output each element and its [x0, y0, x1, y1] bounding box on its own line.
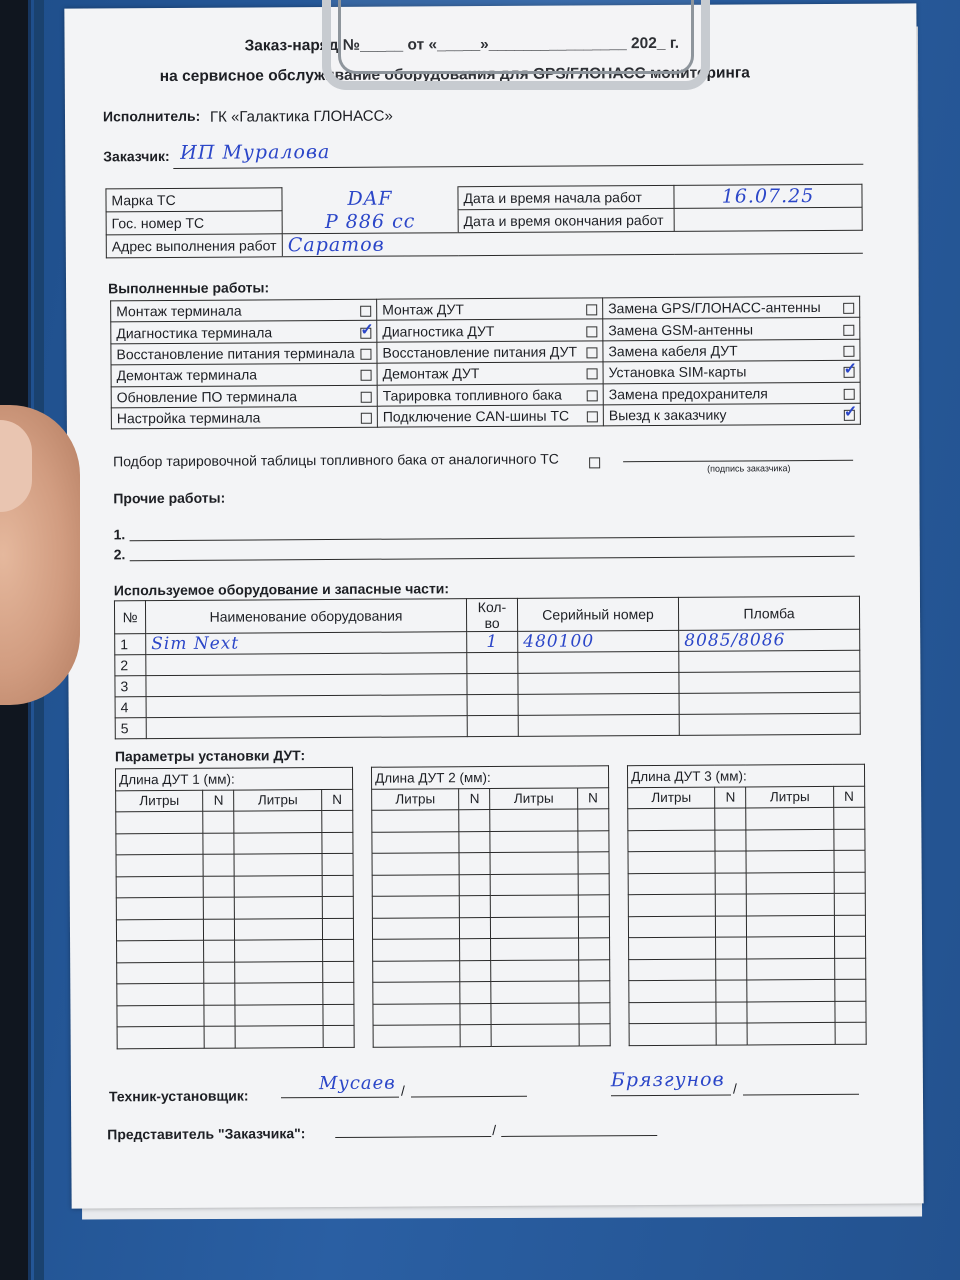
dut-cell[interactable] — [203, 811, 234, 833]
end-label: Дата и время окончания работ — [458, 208, 674, 232]
customer-rep-label: Представитель "Заказчика": — [107, 1125, 306, 1143]
equipment-header: № — [114, 601, 145, 634]
work-label: Демонтаж ДУТ — [382, 365, 480, 383]
dut-cell[interactable] — [747, 979, 834, 1001]
dut-row — [629, 979, 866, 1002]
tariff-checkbox[interactable] — [589, 458, 600, 469]
dut-cell[interactable] — [490, 809, 577, 831]
dut-cell[interactable] — [834, 893, 865, 915]
work-label: Замена GPS/ГЛОНАСС-антенны — [608, 299, 821, 317]
dut-table-3 — [627, 764, 867, 1046]
work-label: Диагностика ДУТ — [382, 322, 495, 340]
dut-cell[interactable] — [460, 939, 491, 961]
dut-cell[interactable] — [459, 853, 490, 875]
dut-cell[interactable] — [491, 895, 578, 917]
equipment-header: Кол-во — [466, 598, 517, 631]
dut-cell[interactable] — [204, 1005, 235, 1027]
dut-cell[interactable] — [747, 936, 834, 958]
work-checkbox[interactable] — [586, 305, 597, 316]
dut-header: N — [203, 790, 234, 812]
dut-cell[interactable] — [235, 940, 322, 962]
equipment-row — [115, 713, 860, 739]
dut-cell[interactable] — [628, 873, 715, 895]
dut-cell[interactable] — [578, 873, 609, 895]
work-checkbox[interactable] — [360, 306, 371, 317]
dut-cell[interactable] — [117, 940, 204, 962]
work-checkbox[interactable] — [587, 412, 598, 423]
tariff-label: Подбор тарировочной таблицы топливного бака от аналогичного ТС — [113, 450, 559, 470]
dut-row — [628, 872, 865, 895]
dut-cell[interactable] — [236, 1026, 323, 1048]
dut-row — [117, 939, 354, 962]
dut-cell[interactable] — [747, 915, 834, 937]
dut-cell[interactable] — [746, 850, 833, 872]
dut-cell[interactable] — [323, 982, 354, 1004]
dut-cell[interactable] — [323, 1004, 354, 1026]
dut-cell[interactable] — [204, 962, 235, 984]
dut-cell[interactable] — [373, 982, 460, 1004]
dut-header: Литры — [746, 786, 833, 808]
work-label: Тарировка топливного бака — [382, 386, 562, 404]
work-checkbox[interactable] — [361, 370, 372, 381]
dut-cell[interactable] — [629, 980, 716, 1002]
dut-row — [117, 1025, 354, 1048]
start-value: 16.07.25 — [721, 185, 815, 208]
dut-header: Литры — [628, 787, 715, 809]
dut-header: N — [715, 786, 746, 808]
dut-cell[interactable] — [834, 936, 865, 958]
vehicle-table — [105, 184, 862, 258]
work-label: Замена кабеля ДУТ — [608, 342, 738, 360]
dut-cell[interactable] — [322, 961, 353, 983]
dut-row — [628, 893, 865, 916]
dut-cell[interactable] — [204, 897, 235, 919]
dut-cell[interactable] — [235, 897, 322, 919]
dut-cell[interactable] — [747, 872, 834, 894]
dut-cell[interactable] — [460, 917, 491, 939]
dut-cell[interactable] — [460, 1003, 491, 1025]
dut-cell[interactable] — [834, 829, 865, 851]
dut-cell[interactable] — [372, 831, 459, 853]
work-label: Установка SIM-карты — [608, 363, 747, 381]
dut-row — [629, 936, 866, 959]
dut-cell[interactable] — [116, 811, 203, 833]
dut-cell[interactable] — [492, 1024, 579, 1046]
work-checkbox[interactable] — [586, 347, 597, 358]
dut-title: Параметры установки ДУТ: — [114, 747, 306, 765]
equipment-cell: 8085/8086 — [684, 630, 786, 651]
dut-cell[interactable] — [628, 830, 715, 852]
equipment-cell: 480100 — [523, 631, 595, 652]
other-item-2: 2. — [113, 546, 126, 563]
equipment-title: Используемое оборудование и запасные части: — [113, 580, 450, 599]
dut-row — [372, 830, 609, 853]
equipment-header: Серийный номер — [517, 597, 678, 631]
work-label: Выезд к заказчику — [608, 406, 727, 424]
dut-cell[interactable] — [203, 876, 234, 898]
dut-cell[interactable] — [834, 958, 865, 980]
dut-cell[interactable] — [629, 1002, 716, 1024]
dut-cell[interactable] — [372, 917, 459, 939]
dut-cell[interactable] — [203, 854, 234, 876]
dut-cell[interactable] — [491, 873, 578, 895]
dut-cell[interactable] — [373, 1025, 460, 1047]
dut-row — [373, 1024, 610, 1047]
dut-row — [373, 1002, 610, 1025]
dut-table-2 — [371, 765, 611, 1047]
title-line-2: на сервисное обслуживание оборудования для GPS/ГЛОНАСС мониторинга — [159, 64, 750, 86]
dut-cell[interactable] — [579, 981, 610, 1003]
work-checkbox[interactable] — [844, 367, 855, 378]
dut-cell[interactable] — [834, 915, 865, 937]
dut-table-1 — [115, 767, 355, 1049]
dut-cell[interactable] — [577, 809, 608, 831]
dut-cell[interactable] — [373, 939, 460, 961]
dut-cell[interactable] — [204, 940, 235, 962]
dut-cell[interactable] — [578, 959, 609, 981]
dut-row — [117, 1004, 354, 1027]
plate-label: Гос. номер ТС — [106, 211, 282, 235]
dut-cell[interactable] — [715, 829, 746, 851]
dut-row — [117, 982, 354, 1005]
work-label: Восстановление питания терминала — [116, 344, 355, 363]
dut-cell[interactable] — [835, 1022, 866, 1044]
dut-row — [117, 961, 354, 984]
work-label: Диагностика терминала — [116, 323, 273, 341]
dut-row — [628, 829, 865, 852]
equipment-header: Пломба — [678, 596, 859, 630]
work-label: Настройка терминала — [116, 409, 261, 427]
work-checkbox[interactable] — [587, 390, 598, 401]
start-label: Дата и время начала работ — [458, 185, 674, 209]
other-line-1 — [130, 536, 855, 541]
dut-header: Литры — [490, 787, 577, 809]
dut-row — [372, 809, 609, 832]
dut-cell[interactable] — [322, 832, 353, 854]
other-item-1: 1. — [113, 526, 126, 543]
dut-row — [629, 958, 866, 981]
dut-cell[interactable] — [578, 916, 609, 938]
dut-cell[interactable] — [459, 874, 490, 896]
dut-cell[interactable] — [321, 810, 352, 832]
dut-cell[interactable] — [460, 982, 491, 1004]
dut-cell[interactable] — [234, 832, 321, 854]
other-title: Прочие работы: — [113, 489, 226, 507]
dut-cell[interactable] — [578, 938, 609, 960]
dut-header: N — [459, 788, 490, 810]
technician-label: Техник-установщик: — [108, 1087, 249, 1105]
title-line-1: Заказ-наряд №_____ от «_____»________________ 202_ г. — [244, 34, 680, 55]
work-checkbox[interactable] — [843, 324, 854, 335]
dut-row — [372, 916, 609, 939]
dut-cell[interactable] — [322, 875, 353, 897]
dut-row — [116, 875, 353, 898]
clipboard-clip-inner — [338, 0, 694, 74]
dut-cell[interactable] — [204, 983, 235, 1005]
work-checkbox[interactable] — [361, 413, 372, 424]
dut-cell[interactable] — [629, 1023, 716, 1045]
dut-cell[interactable] — [235, 961, 322, 983]
equipment-index: 2 — [115, 655, 146, 676]
dut-cell[interactable] — [234, 854, 321, 876]
dut-row — [372, 852, 609, 875]
dut-cell[interactable] — [235, 983, 322, 1005]
dut-cell[interactable] — [715, 808, 746, 830]
dut-cell[interactable] — [716, 894, 747, 916]
equipment-index: 5 — [115, 718, 146, 739]
dut-row — [373, 981, 610, 1004]
dut-cell[interactable] — [579, 1002, 610, 1024]
dut-cell[interactable] — [578, 830, 609, 852]
work-label: Восстановление питания ДУТ — [382, 343, 578, 361]
equipment-index: 1 — [115, 634, 146, 655]
dut-cell[interactable] — [578, 852, 609, 874]
dut-cell[interactable] — [235, 918, 322, 940]
dut-cell[interactable] — [834, 850, 865, 872]
equipment-cell: Sim Next — [151, 633, 240, 655]
work-label: Монтаж терминала — [116, 302, 242, 320]
dut-cell[interactable] — [116, 854, 203, 876]
dut-cell[interactable] — [716, 915, 747, 937]
brand-label: Марка ТС — [106, 188, 282, 212]
customer-label: Заказчик: — [103, 147, 170, 165]
dut-row — [628, 850, 865, 873]
works-row — [111, 403, 860, 429]
work-checkbox[interactable] — [360, 327, 371, 338]
dut-cell[interactable] — [372, 874, 459, 896]
dut-cell[interactable] — [628, 916, 715, 938]
work-checkbox[interactable] — [843, 303, 854, 314]
work-label: Подключение CAN-шины ТС — [382, 407, 570, 425]
customer-value: ИП Муралова — [180, 140, 331, 164]
plate-value: Р 886 сс — [324, 209, 416, 233]
dut-cell[interactable] — [491, 916, 578, 938]
dut-cell[interactable] — [716, 937, 747, 959]
dut-cell[interactable] — [372, 810, 459, 832]
dut-cell[interactable] — [716, 958, 747, 980]
dut-cell[interactable] — [491, 938, 578, 960]
dut-cell[interactable] — [459, 831, 490, 853]
work-label: Обновление ПО терминала — [116, 387, 298, 406]
dut-cell[interactable] — [234, 811, 321, 833]
dut-cell[interactable] — [117, 1026, 204, 1048]
dut-row — [116, 896, 353, 919]
work-checkbox[interactable] — [844, 410, 855, 421]
dut-cell[interactable] — [459, 810, 490, 832]
work-label: Замена GSM-антенны — [608, 320, 754, 338]
technician-signature-1: Мусаев — [318, 1072, 396, 1095]
work-checkbox[interactable] — [586, 326, 597, 337]
dut-header: N — [321, 789, 352, 811]
dut-cell[interactable] — [204, 1026, 235, 1048]
dut-cell[interactable] — [716, 980, 747, 1002]
dut-cell[interactable] — [490, 852, 577, 874]
dut-cell[interactable] — [116, 919, 203, 941]
dut-cell[interactable] — [833, 807, 864, 829]
dut-row — [372, 895, 609, 918]
dut-cell[interactable] — [628, 808, 715, 830]
dut-cell[interactable] — [235, 875, 322, 897]
dut-cell[interactable] — [460, 1025, 491, 1047]
dut-cell[interactable] — [746, 829, 833, 851]
dut-cell[interactable] — [373, 1003, 460, 1025]
dut-cell[interactable] — [746, 807, 833, 829]
dut-cell[interactable] — [834, 872, 865, 894]
dut-cell[interactable] — [491, 1002, 578, 1024]
dut-cell[interactable] — [747, 1001, 834, 1023]
dut-cell[interactable] — [716, 1001, 747, 1023]
work-checkbox[interactable] — [587, 369, 598, 380]
dut-cell[interactable] — [491, 981, 578, 1003]
dut-caption: Длина ДУТ 2 (мм): — [371, 766, 608, 789]
dut-cell[interactable] — [117, 1005, 204, 1027]
dut-cell[interactable] — [490, 830, 577, 852]
dut-header: Литры — [372, 788, 459, 810]
dut-row — [116, 853, 353, 876]
address-label: Адрес выполнения работ — [106, 233, 282, 257]
executor-label: Исполнитель: — [102, 107, 201, 125]
dut-cell[interactable] — [204, 919, 235, 941]
dut-caption: Длина ДУТ 1 (мм): — [115, 767, 352, 790]
dut-header: Литры — [234, 789, 321, 811]
dut-cell[interactable] — [747, 893, 834, 915]
equipment-cell: 1 — [486, 631, 499, 653]
executor-value: ГК «Галактика ГЛОНАСС» — [209, 107, 393, 126]
dut-cell[interactable] — [322, 939, 353, 961]
works-table — [110, 296, 861, 430]
dut-cell[interactable] — [117, 983, 204, 1005]
dut-cell[interactable] — [322, 918, 353, 940]
work-checkbox[interactable] — [844, 389, 855, 400]
dut-cell[interactable] — [235, 1004, 322, 1026]
brand-value: DAF — [347, 187, 393, 210]
dut-cell[interactable] — [716, 1023, 747, 1045]
dut-cell[interactable] — [835, 1001, 866, 1023]
work-checkbox[interactable] — [361, 391, 372, 402]
dut-row — [628, 807, 865, 830]
dut-row — [373, 959, 610, 982]
dut-cell[interactable] — [715, 851, 746, 873]
other-line-2 — [130, 556, 855, 561]
dut-row — [629, 1001, 866, 1024]
dut-cell[interactable] — [460, 960, 491, 982]
work-checkbox[interactable] — [843, 346, 854, 357]
dut-cell[interactable] — [628, 894, 715, 916]
address-value: Саратов — [287, 233, 385, 256]
dut-cell[interactable] — [322, 896, 353, 918]
dut-row — [373, 938, 610, 961]
work-checkbox[interactable] — [360, 349, 371, 360]
end-value — [674, 207, 862, 231]
dut-row — [116, 832, 353, 855]
dut-header: Литры — [116, 790, 203, 812]
dut-header: N — [833, 786, 864, 808]
dut-row — [116, 918, 353, 941]
dut-cell[interactable] — [579, 1024, 610, 1046]
dut-cell[interactable] — [116, 897, 203, 919]
customer-signature-line — [623, 460, 853, 462]
dut-cell[interactable] — [372, 896, 459, 918]
dut-cell[interactable] — [835, 979, 866, 1001]
dut-cell[interactable] — [373, 960, 460, 982]
dut-cell[interactable] — [715, 872, 746, 894]
dut-row — [372, 873, 609, 896]
dut-cell[interactable] — [747, 958, 834, 980]
dut-caption: Длина ДУТ 3 (мм): — [627, 764, 864, 787]
dut-cell[interactable] — [116, 833, 203, 855]
equipment-header: Наименование оборудования — [145, 599, 466, 634]
dut-cell[interactable] — [323, 1025, 354, 1047]
equipment-table — [114, 596, 861, 740]
work-label: Монтаж ДУТ — [382, 301, 464, 318]
work-order-sheet: Заказ-наряд №_____ от «_____»________________ 202_ г. на сервисное обслуживание оборудования для GPS/ГЛОНАСС мониторинга Исполнитель: ГК «Галактика ГЛОНАСС» Заказчик: ИП Муралова Марка ТС DAF Дата и время начала работ 16.07.25 Гос. номер ТС Р 886 сс Дата и время окончания работ Адрес выполнения работ Саратов Выполненные работы: Монтаж терминала Монтаж ДУТ Замена GPS/ГЛОНАСС-антенны Диагностика терминала ✓ Диагностика ДУТ Замена GSM-антенны Восстановление питания терминала Восстановление питания ДУТ Замена кабеля ДУТ Демонтаж терминала Демонтаж ДУТ Установка SIM-карты ✓ Обновление ПО терминала Тарировка топливного бака Замена предохранителя Настройка терминала Подключение CAN-шины ТС Выезд к заказчику ✓ Подбор тарировочной таблицы топливного бака от аналогичного ТС (подпись заказчика) Прочие работы: 1. 2. Используемое оборудование и запасные части: № Наименование оборудования Кол-во Серийный номер Пломба 1 Sim Next 1 480100 8085/8086 2 3 4 5 Параметры установки ДУТ: Длина ДУТ 1 (мм): Литры N Литры N Длина ДУТ 2 (мм): Литры N Литры N Длина ДУТ 3 (мм): Литры N Литры N Техник-установщик: Мусаев / Брязгунов / Представитель "Заказчика": / — [64, 3, 923, 1208]
dut-row — [629, 1022, 866, 1045]
dut-cell[interactable] — [491, 959, 578, 981]
dut-row — [116, 810, 353, 833]
dut-cell[interactable] — [116, 876, 203, 898]
dut-cell[interactable] — [628, 851, 715, 873]
dut-header: N — [577, 787, 608, 809]
dut-cell[interactable] — [117, 962, 204, 984]
dut-row — [628, 915, 865, 938]
dut-cell[interactable] — [203, 833, 234, 855]
work-label: Замена предохранителя — [608, 385, 768, 403]
dut-cell[interactable] — [322, 853, 353, 875]
dut-cell[interactable] — [372, 853, 459, 875]
customer-line — [173, 164, 863, 169]
dut-cell[interactable] — [629, 937, 716, 959]
dut-cell[interactable] — [460, 896, 491, 918]
equipment-index: 3 — [115, 676, 146, 697]
works-title: Выполненные работы: — [108, 279, 270, 297]
dut-cell[interactable] — [578, 895, 609, 917]
dut-cell[interactable] — [629, 959, 716, 981]
equipment-index: 4 — [115, 697, 146, 718]
signature-caption: (подпись заказчика) — [707, 463, 791, 474]
dut-cell[interactable] — [748, 1022, 835, 1044]
work-label: Демонтаж терминала — [116, 366, 258, 384]
technician-signature-2: Брязгунов — [610, 1068, 725, 1092]
